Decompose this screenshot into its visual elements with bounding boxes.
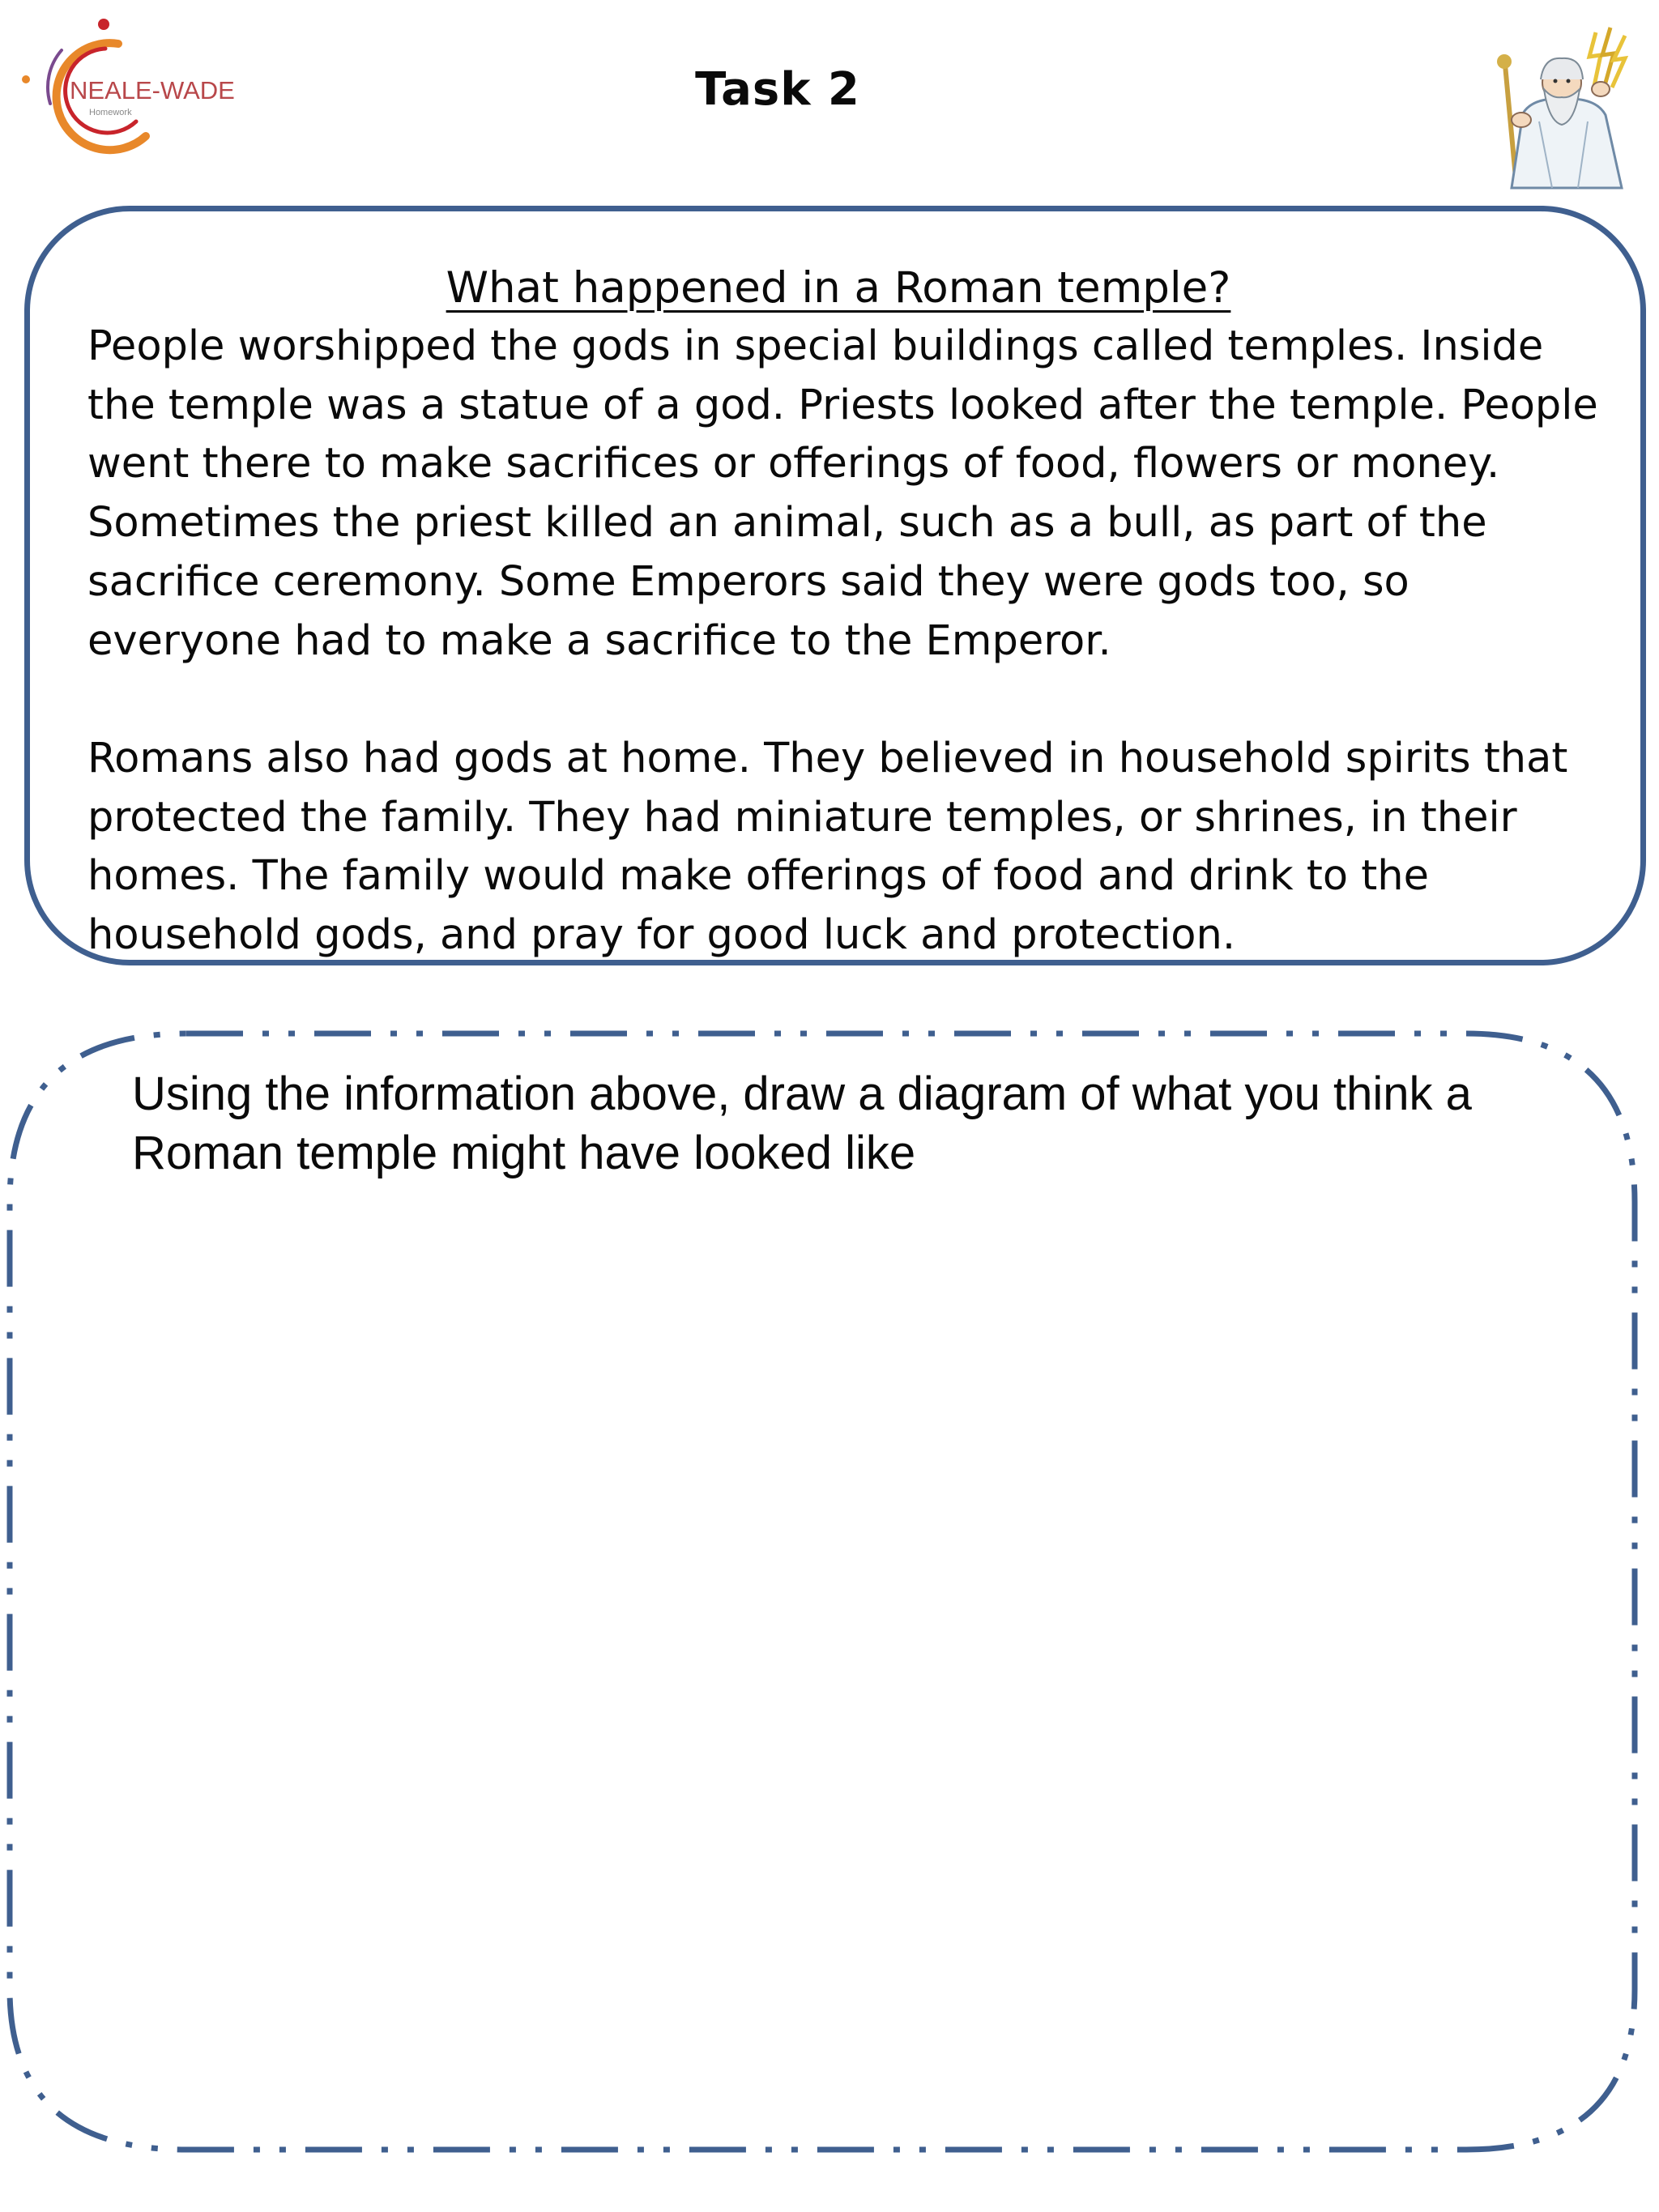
drawing-instruction: Using the information above, draw a diagram of what you think a Roman temple might have looked like bbox=[132, 1068, 1472, 1179]
info-paragraph-2: Romans also had gods at home. They believed in household spirits that protected the family. They had miniature temples, or shrines, in their homes. The family would make offerings of food and drink to the household gods, and pray for good luck and protection. bbox=[87, 734, 1568, 960]
info-text bbox=[87, 318, 1610, 965]
zeus-clipart-icon bbox=[1474, 8, 1653, 194]
drawing-area[interactable] bbox=[49, 1199, 1604, 2090]
info-heading: What happened in a Roman temple? bbox=[446, 263, 1231, 313]
info-paragraph-1: People worshipped the gods in special buildings called temples. Inside the temple was a statue of a god. Priests looked after the temple. People went there to make sacrifices or offerings of food, flowers or money. Sometimes the priest killed an animal, such as a bull, as part of the sacrifice ceremony. Some Emperors said they were gods too, so everyone had to make a sacrifice to the Emperor. bbox=[87, 322, 1598, 665]
task-title: Task 2 bbox=[695, 63, 860, 116]
logo-subtext: Homework bbox=[89, 108, 132, 117]
logo-text: NEALE-WADE bbox=[70, 76, 235, 104]
